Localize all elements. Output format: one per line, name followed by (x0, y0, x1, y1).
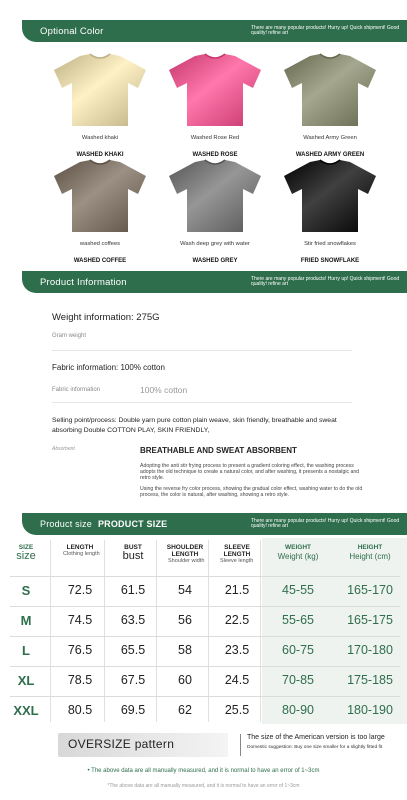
color-option[interactable] (40, 52, 160, 158)
table-header (334, 544, 406, 560)
tshirt-image (165, 158, 265, 234)
color-name: WASHED KHAKI (76, 152, 124, 158)
product-size-title-bold: PRODUCT SIZE (97, 519, 168, 529)
table-row (0, 643, 407, 667)
color-caption: Washed Rose Red (190, 135, 240, 141)
table-cell: 72.5 (67, 583, 93, 597)
color-name: WASHED ROSE (192, 152, 238, 158)
product-info-title: Product Information (40, 276, 127, 288)
breathable-desc-2: Using the reverse fry color process, showing the gradual color effect, washing water to do the old process, the color is natural, after washing, showing a retro style. (140, 485, 363, 498)
header-label: SLEEVE LENGTH (223, 544, 251, 558)
header-sub: Weight (kg) (277, 552, 319, 561)
optional-color-banner (22, 20, 407, 42)
row-divider (10, 666, 400, 667)
product-info-banner (22, 271, 407, 293)
table-cell: 23.5 (224, 643, 250, 657)
product-size-note: There are many popular products! Hurry up! Quick shipment! Good quality! refine art (251, 517, 400, 529)
table-cell: 24.5 (224, 673, 250, 687)
table-cell: 69.5 (120, 703, 146, 717)
color-option[interactable] (40, 158, 160, 264)
tshirt-image (50, 158, 150, 234)
table-row (0, 583, 407, 607)
table-cell: 165-175 (347, 613, 393, 627)
table-cell: 80.5 (67, 703, 93, 717)
table-header (212, 544, 262, 565)
color-option[interactable] (155, 52, 275, 158)
color-caption: Washed khaki (81, 135, 119, 141)
row-divider (10, 576, 400, 577)
tshirt-image (50, 52, 150, 128)
table-cell: 180-190 (347, 703, 393, 717)
table-cell: S (21, 583, 31, 598)
fabric-label: Fabric information (52, 387, 101, 393)
table-cell: L (22, 643, 30, 658)
row-divider (10, 606, 400, 607)
table-cell: 67.5 (120, 673, 146, 687)
weight-title: Weight information: 275G (52, 312, 160, 323)
header-sub: Sleeve length (220, 558, 254, 564)
row-divider (10, 696, 400, 697)
tshirt-image (165, 52, 265, 128)
color-caption: Wash deep grey with water (180, 241, 250, 247)
breathable-desc (140, 463, 365, 498)
table-cell: 62 (178, 703, 192, 717)
color-option[interactable] (155, 158, 275, 264)
table-cell: XL (17, 673, 35, 688)
product-info-note: There are many popular products! Hurry up! Quick shipment! Good quality! refine art (251, 275, 400, 287)
footer-note-1: • The above data are all manually measured, and it is normal to have an error of 1~3cm (87, 768, 320, 774)
table-cell: 170-180 (347, 643, 393, 657)
color-caption: washed coffees (79, 241, 121, 247)
table-cell: 165-170 (347, 583, 393, 597)
header-label: WEIGHT (285, 544, 311, 551)
weight-sub: Gram weight (52, 333, 87, 339)
color-caption: Stir fried snowflakes (304, 241, 356, 247)
selling-point: Selling point/process: Double yarn pure cotton plain weave, skin friendly, breathable and sweat absorbing Double COTTON PLAY, SKIN FRIENDLY, (52, 417, 337, 434)
table-header (160, 544, 210, 565)
table-cell: 60 (178, 673, 192, 687)
table-cell: 74.5 (67, 613, 93, 627)
color-name: FRIED SNOWFLAKE (300, 258, 360, 264)
header-label: SIZE (18, 544, 34, 551)
table-cell: 65.5 (120, 643, 146, 657)
product-size-banner (22, 513, 407, 535)
table-cell: 76.5 (67, 643, 93, 657)
optional-color-title: Optional Color (40, 25, 104, 37)
table-cell: 78.5 (67, 673, 93, 687)
color-name: WASHED COFFEE (73, 258, 127, 264)
divider (52, 402, 352, 403)
table-row (0, 673, 407, 697)
tshirt-image (280, 158, 380, 234)
color-name: WASHED GREY (192, 258, 238, 264)
table-cell: 70-85 (282, 673, 314, 687)
table-header (55, 544, 105, 558)
header-label: SHOULDER LENGTH (166, 544, 204, 558)
table-cell: 80-90 (282, 703, 314, 717)
header-sub: Height (cm) (349, 552, 391, 561)
color-option[interactable] (270, 52, 390, 158)
table-header (108, 544, 158, 560)
header-sub: Shoulder width (168, 558, 205, 564)
table-cell: 55-65 (282, 613, 314, 627)
breathable-desc-1: Adopting the anti stir frying process to present a gradient coloring effect, the washing process adopts the old technique to create a natural color, and after washing, it presents a nostalgic and retro style. (140, 463, 360, 482)
table-row (0, 613, 407, 637)
tshirt-image (280, 52, 380, 128)
header-sub: Clothing length (63, 551, 100, 557)
color-caption: Washed Army Green (303, 135, 357, 141)
table-cell: 56 (178, 613, 192, 627)
table-row (0, 703, 407, 727)
header-label: HEIGHT (357, 544, 383, 551)
table-cell: 54 (178, 583, 192, 597)
fabric-title: Fabric information: 100% cotton (52, 363, 165, 372)
fabric-value: 100% cotton (140, 385, 188, 395)
row-divider (10, 636, 400, 637)
product-size-title: Product size (40, 519, 92, 529)
optional-color-note: There are many popular products! Hurry up! Quick shipment! Good quality! refine art (251, 24, 400, 36)
divider (52, 350, 352, 351)
color-option[interactable] (270, 158, 390, 264)
product-size-title-group (40, 519, 167, 529)
table-cell: 58 (178, 643, 192, 657)
breathable-title: BREATHABLE AND SWEAT ABSORBENT (140, 446, 297, 455)
separator (240, 734, 241, 756)
us-size-note: The size of the American version is too large (247, 734, 385, 741)
small-script-text: Absorbent (52, 446, 75, 452)
table-cell: 61.5 (120, 583, 146, 597)
domestic-suggestion: Domestic suggestion: Buy one size smaller for a slightly fitted fit (247, 745, 383, 750)
header-label: LENGTH (66, 544, 94, 551)
table-cell: 60-75 (282, 643, 314, 657)
table-cell: M (20, 613, 32, 628)
footer-note-2: *The above data are all manually measured, and it is normal to have an error of 1~3cm (107, 783, 300, 789)
header-sub: bust (122, 550, 144, 562)
table-cell: 21.5 (224, 583, 250, 597)
color-name: WASHED ARMY GREEN (295, 152, 365, 158)
table-cell: 45-55 (282, 583, 314, 597)
table-cell: XXL (13, 703, 39, 718)
header-sub: size (16, 550, 36, 562)
header-label: BUST (124, 544, 142, 551)
table-header (6, 544, 46, 560)
oversize-label: OVERSIZE pattern (68, 737, 175, 751)
table-cell: 63.5 (120, 613, 146, 627)
table-cell: 25.5 (224, 703, 250, 717)
table-cell: 175-185 (347, 673, 393, 687)
table-cell: 22.5 (224, 613, 250, 627)
table-header (262, 544, 334, 560)
